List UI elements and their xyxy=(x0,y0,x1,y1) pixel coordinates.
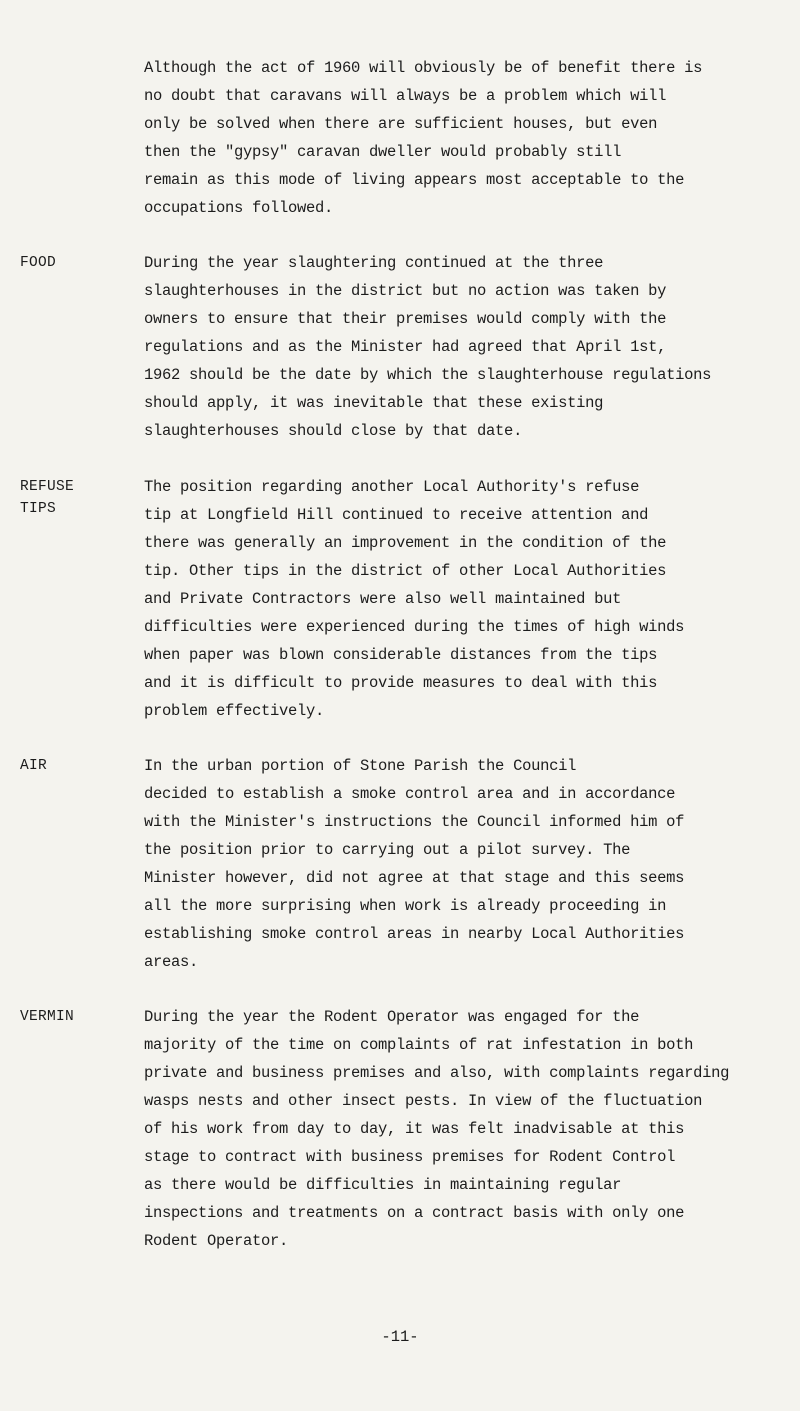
paragraph-air: In the urban portion of Stone Parish the Council decided to establish a smoke control area and in accordance with the Minister's instructions the Council informed him of the position prior to carrying out a pilot survey. The Minister however, did not agree at that stage and this seems all the more surprising when work is already proceeding in establishing smoke control areas in nearby Local Authorities areas. xyxy=(144,757,685,971)
section-label-food: FOOD xyxy=(20,255,57,271)
page-number: -11- xyxy=(381,1328,419,1346)
paragraph-refuse-tips: The position regarding another Local Authority's refuse tip at Longfield Hill continued to receive attention and there was generally an improvement in the condition of the tip. Other tips in the district of other Local Authorities and Private Contractors were also well maintained but difficulties were experienced during the times of high winds when paper was blown considerable distances from the tips and it is difficult to provide measures to deal with this problem effectively. xyxy=(144,478,685,720)
intro-paragraph: Although the act of 1960 will obviously be of benefit there is no doubt that caravans will always be a problem which will only be solved when there are sufficient houses, but even then the "gypsy" caravan dweller would probably still remain as this mode of living appears most acceptable to the occupations followed. xyxy=(144,59,703,217)
section-label-air: AIR xyxy=(20,758,48,774)
section-label-vermin: VERMIN xyxy=(20,1009,75,1025)
paragraph-vermin: During the year the Rodent Operator was engaged for the majority of the time on complaints of rat infestation in both private and business premises and also, with complaints regarding wasps nests and other insect pests. In view of the fluctuation of his work from day to day, it was felt inadvisable at this stage to contract with business premises for Rodent Control as there would be difficulties in maintaining regular inspections and treatments on a contract basis with only one Rodent Operator. xyxy=(144,1008,730,1250)
section-label-refuse-tips: REFUSE TIPS xyxy=(20,479,75,517)
paragraph-food: During the year slaughtering continued at the three slaughterhouses in the district but no action was taken by owners to ensure that their premises would comply with the regulations and as the Minister had agreed that April 1st, 1962 should be the date by which the slaughterhouse regulations should apply, it was inevitable that these existing slaughterhouses should close by that date. xyxy=(144,254,712,440)
